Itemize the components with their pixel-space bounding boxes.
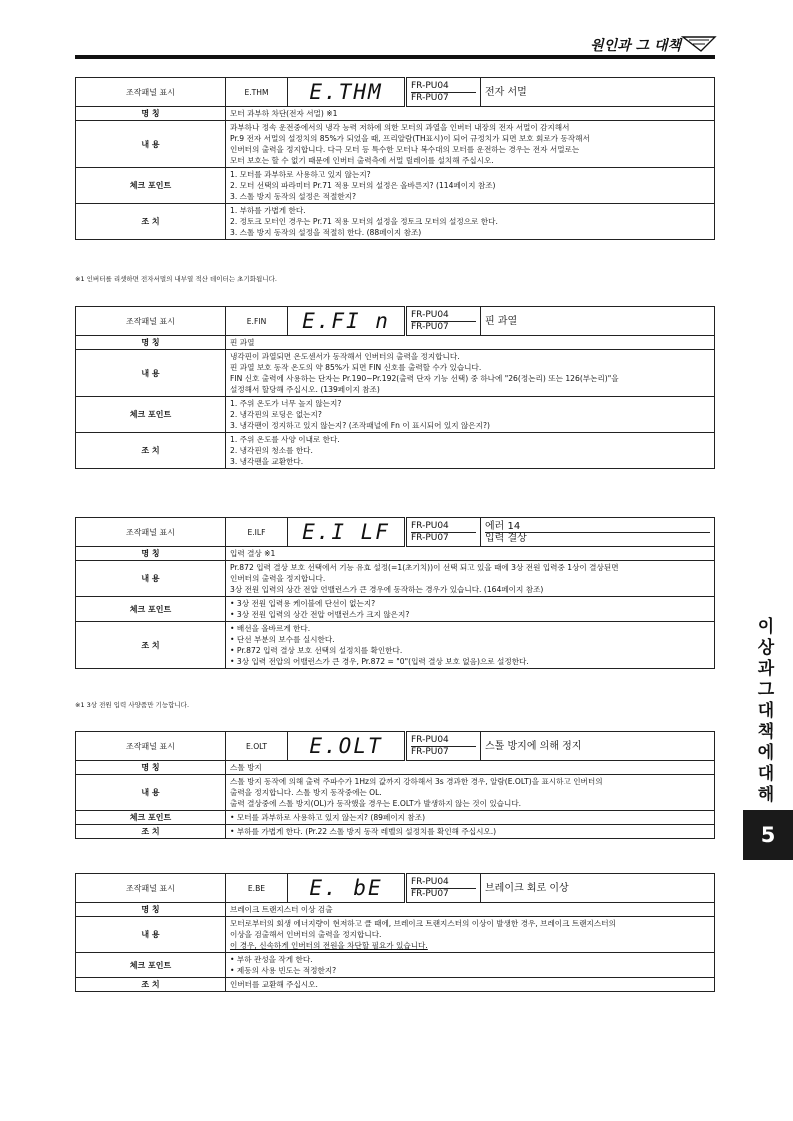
panel-display-label: 조작패널 표시 [76,307,226,336]
name-label: 명 칭 [76,107,226,121]
error-title-pu04: 에러 14 [485,521,710,533]
check-point-label: 체크 포인트 [76,397,226,433]
error-code: E.OLT [226,732,288,761]
check-line: 2. 냉각핀의 로딩은 없는지? [230,410,322,419]
content-line: 인버터의 출력을 정지합니다. 다극 모터 등 특수한 모터나 복수대의 모터를 운전하는 경우는 전자 서멀로는 [230,145,580,154]
content-line: FIN 신호 출력에 사용하는 단자는 Pr.190~Pr.192(출력 단자 기능 선택) 중 하나에 "26(정논리) 또는 126(부논리)"을 [230,374,619,383]
check-line: • 3상 전원 입력용 케이블에 단선이 없는지? [230,599,376,608]
error-name: 핀 과열 [226,336,715,350]
actions [226,433,715,469]
content-label: 내 용 [76,917,226,953]
error-table-ethm [75,77,715,240]
content-line: 인버터의 출력을 정지합니다. [230,574,326,583]
action-line: 3. 냉각팬을 교환한다. [230,457,304,466]
action-line: 인버터를 교환해 주십시오. [230,980,318,989]
pu-models [406,78,481,107]
error-content [226,350,715,397]
name-label: 명 칭 [76,547,226,561]
error-title: 핀 과열 [481,307,715,336]
action-label: 조 치 [76,978,226,992]
error-title-pu07: 입력 결상 [485,532,527,544]
check-line: • 3상 전원 입력의 상간 전압 어밸런스가 크지 않은지? [230,610,410,619]
action-line: 1. 부하를 가볍게 한다. [230,206,306,215]
pu07-label: FR-PU07 [411,92,449,103]
check-line: 2. 모터 선택의 파라미터 Pr.71 적용 모터의 설정은 올바른지? (114페이지 참조) [230,181,496,190]
content-label: 내 용 [76,561,226,597]
name-label: 명 칭 [76,336,226,350]
seven-segment-display: E.OLT [288,732,406,761]
check-point-label: 체크 포인트 [76,953,226,978]
error-name: 브레이크 트랜지스터 이상 검출 [226,903,715,917]
content-label: 내 용 [76,775,226,811]
pu04-label: FR-PU04 [411,521,476,533]
content-line: 스톨 방지 동작에 의해 출력 주파수가 1Hz의 값까지 강하해서 3s 경과한 경우, 알람(E.OLT)을 표시하고 인버터의 [230,777,603,786]
action-line: • 3상 입력 전압의 어밸런스가 큰 경우, Pr.872 = "0"(입력 결상 보호 없음)으로 설정한다. [230,657,529,666]
content-line: 과부하나 정속 운전중에서의 냉각 능력 저하에 의한 모터의 과열을 인버터 내장의 전자 서멀이 감지해서 [230,123,570,132]
chapter-number-badge: 5 [743,810,793,860]
content-line: 출력 결상중에 스톨 방지(OL)가 동작했을 경우는 E.OLT가 발생하지 않는 것이 있습니다. [230,799,522,808]
check-point-label: 체크 포인트 [76,168,226,204]
check-line: 3. 냉각팬이 정지하고 있지 않는지? (조작패널에 Fn 이 표시되어 있지 않은지?) [230,421,490,430]
name-label: 명 칭 [76,903,226,917]
content-line: 모터 보호는 할 수 없기 때문에 인버터 출력측에 서멀 릴레이를 설치해 주십시오. [230,156,494,165]
actions [226,622,715,669]
content-line: 이 경우, 신속하게 인버터의 전원을 차단할 필요가 있습니다. [230,941,428,950]
action-label: 조 치 [76,622,226,669]
check-line: 3. 스톨 방지 동작의 설정은 적절한지? [230,192,357,201]
error-content [226,775,715,811]
content-line: Pr.9 전자 서멀의 설정치의 85%가 되었을 때, 프리알람(TH표시)이 되어 규정치가 되면 보호 회로가 동작해서 [230,134,590,143]
pu-models [406,518,481,547]
seven-segment-display: E.I LF [288,518,406,547]
action-label: 조 치 [76,433,226,469]
content-line: 출력을 정지합니다. 스톨 방지 동작중에는 OL. [230,788,382,797]
check-points [226,168,715,204]
actions [226,204,715,240]
check-points [226,397,715,433]
actions [226,825,715,839]
check-point-label: 체크 포인트 [76,811,226,825]
error-code: E.THM [226,78,288,107]
footnote-1: ※1 인버터를 리셋하면 전자서멀의 내부열 적산 데이터는 초기화됩니다. [75,275,277,283]
action-line: • 부하를 가볍게 한다. (Pr.22 스톨 방지 동작 레벨의 설정치를 확인해 주십시오.) [230,827,497,836]
action-label: 조 치 [76,204,226,240]
error-title: 브레이크 회로 이상 [481,874,715,903]
seven-segment-display: E.THM [288,78,406,107]
check-line: 1. 주위 온도가 너무 높지 않는지? [230,399,342,408]
pu07-label: FR-PU07 [411,532,449,543]
content-line: 설정해서 할당해 주십시오. (139페이지 참조) [230,385,380,394]
error-table-ebe [75,873,715,992]
pu-models [406,874,481,903]
content-line: 모터로부터의 회생 에너지량이 현저하고 클 때에, 브레이크 트랜지스터의 이상이 발생한 경우, 브레이크 트랜지스터의 [230,919,616,928]
actions [226,978,715,992]
header-decoration-icon [681,35,717,53]
content-label: 내 용 [76,350,226,397]
action-line: • 배선을 올바르게 한다. [230,624,311,633]
header-rule [75,55,715,59]
check-line: • 부하 관성을 작게 한다. [230,955,313,964]
error-name: 스톨 방지 [226,761,715,775]
error-table-eolt [75,731,715,839]
action-line: 2. 정토크 모터인 경우는 Pr.71 적용 모터의 설정을 정토크 모터의 설정으로 한다. [230,217,498,226]
panel-display-label: 조작패널 표시 [76,78,226,107]
panel-display-label: 조작패널 표시 [76,874,226,903]
error-title: 전자 서멀 [481,78,715,107]
check-points [226,953,715,978]
error-title: 스톨 방지에 의해 정지 [481,732,715,761]
pu04-label: FR-PU04 [411,81,476,93]
name-label: 명 칭 [76,761,226,775]
seven-segment-display: E. bE [288,874,406,903]
check-line: • 모터를 과부하로 사용하고 있지 않는지? (89페이지 참조) [230,813,426,822]
content-line: 냉각핀이 과열되면 온도센서가 동작해서 인버터의 출력을 정지합니다. [230,352,460,361]
chapter-side-tab: 이상과 그 대책에 대해 [757,617,775,805]
check-point-label: 체크 포인트 [76,597,226,622]
error-title [481,518,715,547]
error-name: 입력 결상 ※1 [226,547,715,561]
error-code: E.FIN [226,307,288,336]
content-line: 이상을 검출해서 인버터의 출력을 정지합니다. [230,930,382,939]
action-label: 조 치 [76,825,226,839]
error-table-efin [75,306,715,469]
check-points [226,811,715,825]
action-line: 3. 스톨 방지 동작의 설정을 적절히 한다. (88페이지 참조) [230,228,422,237]
pu07-label: FR-PU07 [411,746,449,757]
content-label: 내 용 [76,121,226,168]
pu04-label: FR-PU04 [411,735,476,747]
action-line: 1. 주위 온도를 사양 이내로 한다. [230,435,340,444]
error-content [226,917,715,953]
pu07-label: FR-PU07 [411,321,449,332]
check-line: 1. 모터를 과부하로 사용하고 있지 않는지? [230,170,371,179]
error-code: E.BE [226,874,288,903]
check-points [226,597,715,622]
error-content [226,121,715,168]
pu07-label: FR-PU07 [411,888,449,899]
error-table-eilf [75,517,715,669]
error-name: 모터 과부하 차단(전자 서멀) ※1 [226,107,715,121]
seven-segment-display: E.FI n [288,307,406,336]
content-line: 3상 전원 입력의 상간 전압 언밸런스가 큰 경우에 동작하는 경우가 있습니다. (164페이지 참조) [230,585,544,594]
footnote-2: ※1 3상 전원 입력 사양품만 기능합니다. [75,701,190,709]
action-line: • 단선 부분의 보수를 실시한다. [230,635,335,644]
error-content [226,561,715,597]
content-line: 핀 과열 보호 동작 온도의 약 85%가 되면 FIN 신호를 출력할 수가 있습니다. [230,363,482,372]
check-line: • 제동의 사용 빈도는 적정한지? [230,966,337,975]
panel-display-label: 조작패널 표시 [76,732,226,761]
action-line: • Pr.872 입력 결상 보호 선택의 설정치를 확인한다. [230,646,403,655]
content-line: Pr.872 입력 결상 보호 선택에서 기능 유효 설정(=1(초기치))이 선택 되고 있을 때에 3상 전원 입력중 1상이 결상된면 [230,563,619,572]
error-code: E.ILF [226,518,288,547]
page-header-title: 원인과 그 대책 [590,38,681,54]
panel-display-label: 조작패널 표시 [76,518,226,547]
action-line: 2. 냉각핀의 청소를 한다. [230,446,313,455]
pu04-label: FR-PU04 [411,877,476,889]
pu-models [406,732,481,761]
pu-models [406,307,481,336]
pu04-label: FR-PU04 [411,310,476,322]
